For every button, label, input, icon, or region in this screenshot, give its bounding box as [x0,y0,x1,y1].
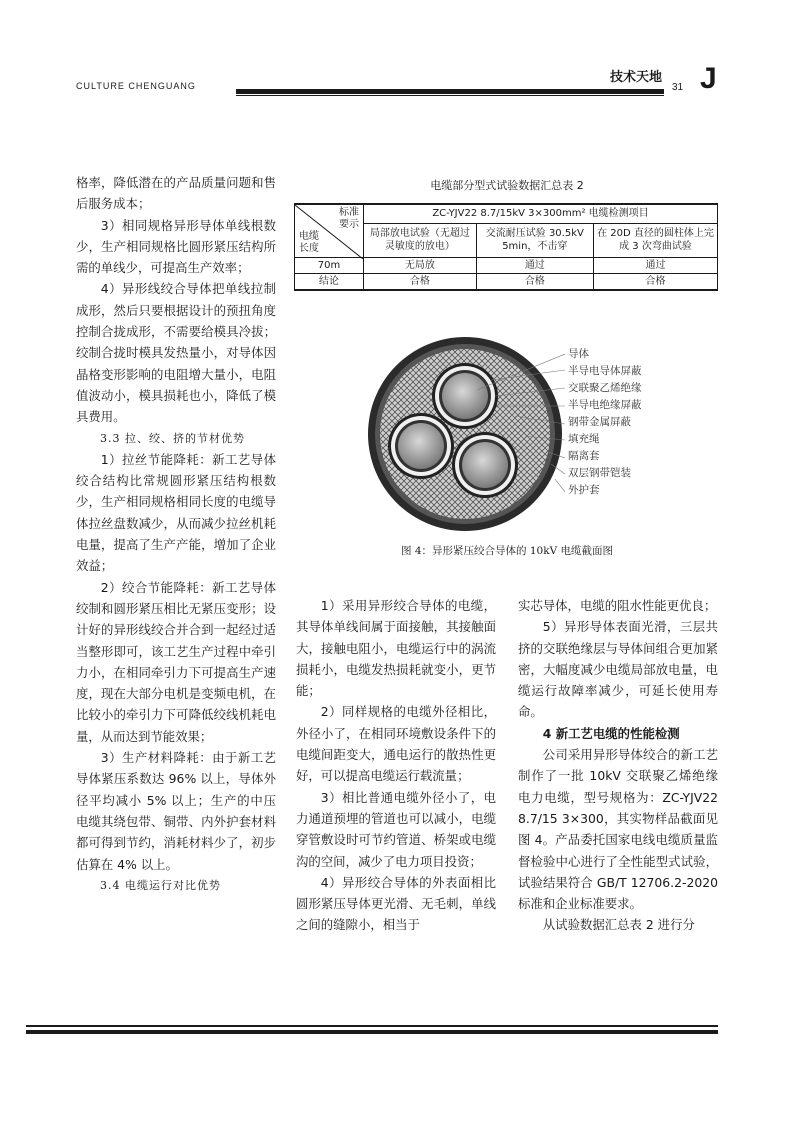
table-header: 在 20D 直径的圆柱体上完成 3 次弯曲试验 [593,223,717,257]
table-header: 局部放电试验（无超过灵敏度的放电） [364,223,477,257]
footer-rule-thick [26,1030,718,1034]
label-filler: 填充绳 [568,433,600,445]
table-caption: 电缆部分型式试验数据汇总表 2 [430,179,584,192]
paragraph: 从试验数据汇总表 2 进行分 [542,917,695,933]
section-title: 技术天地 [610,70,663,85]
row-label: 结论 [295,274,364,291]
table-title-cell: ZC-YJV22 8.7/15kV 3×300mm² 电缆检测项目 [364,204,718,223]
table-cell: 合格 [593,274,717,291]
table-row [295,274,718,291]
label-insulation-screen: 半导电绝缘屏蔽 [568,399,642,411]
core [388,413,454,479]
label-armour: 双层钢带铠装 [568,467,631,479]
paragraph: 2）绞合节能降耗：新工艺导体绞制和圆形紧压相比无紧压变形；设计好的异形线绞合并合到一起经过适当整形即可，该工艺生产过程中牵引力小，在相同牵引力下可提高生产速度，现在大部分电机是变频电机，在比较小的牵引力下可降低绞线机耗电量，从而达到节能效果； [76,579,276,744]
table-header: 交流耐压试验 30.5kV 5min，不击穿 [476,223,593,257]
paragraph: 3）相同规格异形导体单线根数少，生产相同规格比圆形紧压结构所需的单线少，可提高生产效率； [76,217,276,276]
label-copper-tape-screen: 钢带金属屏蔽 [568,416,631,428]
paragraph: 公司采用异形导体绞合的新工艺制作了一批 10kV 交联聚乙烯绝缘电力电缆，型号规格为：ZC-YJV22 8.7/15 3×300，其实物样品截面见图 4。产品委托国家电线电缆质量监督检验中心进行了全性能型式试验，试验结果符合 GB/T 12706.2-2020 标准和企业标准要求。 [518,747,718,912]
label-outer-sheath: 外护套 [568,484,600,496]
corner-label-length: 电缆 长度 [299,231,319,254]
text-column-middle [296,595,496,936]
header-rule-thin [236,95,664,96]
table-cell: 合格 [364,274,477,291]
table-cell: 合格 [476,274,593,291]
test-data-table [294,203,718,291]
footer-rule-thin [26,1025,718,1027]
table-cell: 通过 [593,258,717,274]
journal-name: CULTURE CHENGUANG [76,81,196,91]
text-column-right [518,595,718,936]
corner-label-standard: 标准 要示 [339,207,359,230]
subsection-heading: 3.3 拉、绞、挤的节材优势 [100,431,245,445]
paragraph: 3）相比普通电缆外径小了，电力通道预埋的管道也可以减小，电缆穿管敷设时可节约管道、桥架或电缆沟的空间，减少了电力项目投资； [296,789,496,869]
figure-caption: 图 4：异形紧压绞合导体的 10kV 电缆截面图 [401,545,613,557]
table-corner-cell [295,204,364,258]
label-separation-sheath: 隔离套 [568,450,600,462]
paragraph: 3）生产材料降耗：由于新工艺导体紧压系数达 96% 以上，导体外径平均减小 5% 以上；生产的中压电缆其绕包带、铜带、内外护套材料都可得到节约，消耗材料少了，初步估算在 4% 以上。 [76,750,276,872]
subsection-heading: 3.4 电缆运行对比优势 [100,878,221,892]
row-label: 70m [295,258,364,274]
section-heading: 4 新工艺电缆的性能检测 [542,725,680,741]
header-rule-thick [236,89,664,94]
core [452,432,518,498]
label-xlpe-insulation: 交联聚乙烯绝缘 [568,382,642,394]
paragraph: 2）同样规格的电缆外径相比，外径小了，在相同环境敷设条件下的电缆间距变大，通电运行的散热性更好，可以提高电缆运行载流量； [296,704,496,784]
core [432,363,498,429]
paragraph: 1）采用异形绞合导体的电缆，其导体单线间属于面接触，其接触面大，接触电阻小，电缆运行中的涡流损耗小，电缆发热损耗就变小，更节能； [296,598,496,699]
label-conductor-screen: 半导电导体屏蔽 [568,365,642,377]
paragraph: 1）拉丝节能降耗：新工艺导体绞合结构比常规圆形紧压结构根数少，生产相同规格相同长度的电缆导体拉丝盘数减少，从而减少拉丝机耗电量，提高了生产产能，增加了企业效益； [76,451,276,574]
text-column-left [76,172,276,896]
paragraph: 格率，降低潜在的产品质量问题和售后服务成本； [76,175,276,212]
paragraph: 4）异形线绞合导体把单线拉制成形，然后只要根据设计的预扭角度控制合拢成形，不需要给模具冷拔；绞制合拢时模具发热量小，对导体因晶格变形影响的电阻增大量小，电阻值波动小，模具损耗也小，降低了模具费用。 [76,281,276,425]
table-cell: 无局放 [364,258,477,274]
page-number: 31 [672,82,684,93]
table-row [295,258,718,274]
paragraph: 4）异形绞合导体的外表面相比圆形紧压导体更光滑、无毛刺，单线之间的缝隙小，相当于 [296,874,496,933]
label-conductor: 导体 [568,348,589,360]
cable-cross-section [365,334,565,534]
paragraph: 5）异形导体表面光滑，三层共挤的交联绝缘层与导体间组合更加紧密，大幅度减少电缆局部放电量，电缆运行故障率减少，可延长使用寿命。 [518,619,718,720]
paragraph: 实芯导体，电缆的阻水性能更优良； [518,598,717,613]
table-cell: 通过 [476,258,593,274]
section-letter: J [700,62,717,95]
